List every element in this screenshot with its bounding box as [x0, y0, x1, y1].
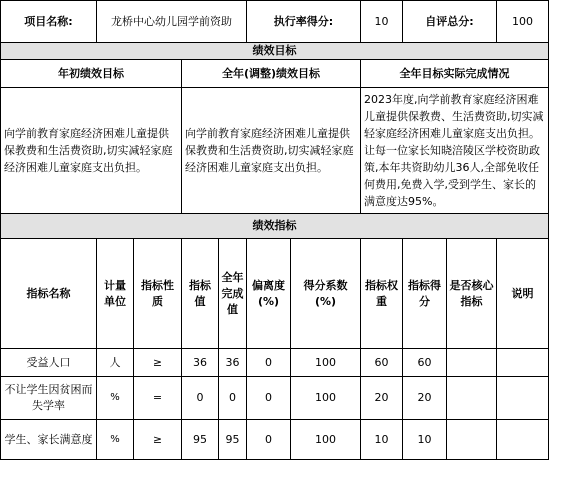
- table-row: [1, 349, 549, 377]
- col-header-coef: 得分系数(%): [291, 239, 361, 349]
- goal-actual-text: 2023年度,向学前教育家庭经济困难儿童提供保教费、生活费资助,切实减轻家庭经济困难儿童家庭支出负担。让每一位家长知晓涪陵区学校资助政策,本年共资助幼儿36人,全部免收任何费用,免费入学,受到学生、家长的满意度达95%。: [361, 88, 549, 214]
- goal-actual-header: 全年目标实际完成情况: [361, 60, 549, 88]
- indicator-note: [497, 420, 549, 460]
- col-header-name: 指标名称: [1, 239, 97, 349]
- indicator-actual: 36: [219, 349, 247, 377]
- col-header-core: 是否核心指标: [447, 239, 497, 349]
- indicator-nature: ≥: [134, 349, 182, 377]
- indicator-weight: 60: [361, 349, 403, 377]
- indicator-core: [447, 420, 497, 460]
- indicators-header-row: [1, 239, 549, 349]
- indicator-coef: 100: [291, 420, 361, 460]
- indicator-core: [447, 377, 497, 420]
- col-header-deviation: 偏离度(%): [247, 239, 291, 349]
- indicator-target: 0: [182, 377, 219, 420]
- goals-section-title: 绩效目标: [1, 43, 549, 60]
- indicator-coef: 100: [291, 349, 361, 377]
- col-header-target: 指标值: [182, 239, 219, 349]
- table-row: [1, 377, 549, 420]
- exec-rate-label: 执行率得分:: [247, 1, 361, 43]
- indicator-target: 36: [182, 349, 219, 377]
- indicator-nature: ≥: [134, 420, 182, 460]
- goal-adjusted-text: 向学前教育家庭经济困难儿童提供保教费和生活费资助,切实减轻家庭经济困难儿童家庭支出负担。: [182, 88, 361, 214]
- goal-adjusted-header: 全年(调整)绩效目标: [182, 60, 361, 88]
- indicator-unit: %: [97, 420, 134, 460]
- indicator-actual: 0: [219, 377, 247, 420]
- goals-header-row: [1, 60, 549, 88]
- exec-rate-value: 10: [361, 1, 403, 43]
- indicator-target: 95: [182, 420, 219, 460]
- col-header-weight: 指标权重: [361, 239, 403, 349]
- indicator-deviation: 0: [247, 349, 291, 377]
- indicator-name: 学生、家长满意度: [1, 420, 97, 460]
- indicator-coef: 100: [291, 377, 361, 420]
- project-name-value: 龙桥中心幼儿园学前资助: [97, 1, 247, 43]
- indicator-unit: %: [97, 377, 134, 420]
- indicator-actual: 95: [219, 420, 247, 460]
- table-row: [1, 420, 549, 460]
- goals-content-row: [1, 88, 549, 214]
- self-score-label: 自评总分:: [403, 1, 497, 43]
- indicator-core: [447, 349, 497, 377]
- indicator-unit: 人: [97, 349, 134, 377]
- indicator-deviation: 0: [247, 420, 291, 460]
- goal-initial-text: 向学前教育家庭经济困难儿童提供保教费和生活费资助,切实减轻家庭经济困难儿童家庭支出负担。: [1, 88, 182, 214]
- indicator-score: 60: [403, 349, 447, 377]
- indicator-weight: 10: [361, 420, 403, 460]
- indicator-name: 不让学生因贫困而失学率: [1, 377, 97, 420]
- col-header-actual: 全年完成值: [219, 239, 247, 349]
- col-header-nature: 指标性质: [134, 239, 182, 349]
- col-header-unit: 计量单位: [97, 239, 134, 349]
- indicator-note: [497, 349, 549, 377]
- col-header-score: 指标得分: [403, 239, 447, 349]
- header-row: [1, 1, 549, 43]
- self-score-value: 100: [497, 1, 549, 43]
- indicator-weight: 20: [361, 377, 403, 420]
- indicator-score: 20: [403, 377, 447, 420]
- col-header-note: 说明: [497, 239, 549, 349]
- indicator-note: [497, 377, 549, 420]
- indicator-deviation: 0: [247, 377, 291, 420]
- indicator-name: 受益人口: [1, 349, 97, 377]
- indicator-nature: =: [134, 377, 182, 420]
- indicator-score: 10: [403, 420, 447, 460]
- indicators-section-title: 绩效指标: [1, 214, 549, 239]
- project-name-label: 项目名称:: [1, 1, 97, 43]
- goal-initial-header: 年初绩效目标: [1, 60, 182, 88]
